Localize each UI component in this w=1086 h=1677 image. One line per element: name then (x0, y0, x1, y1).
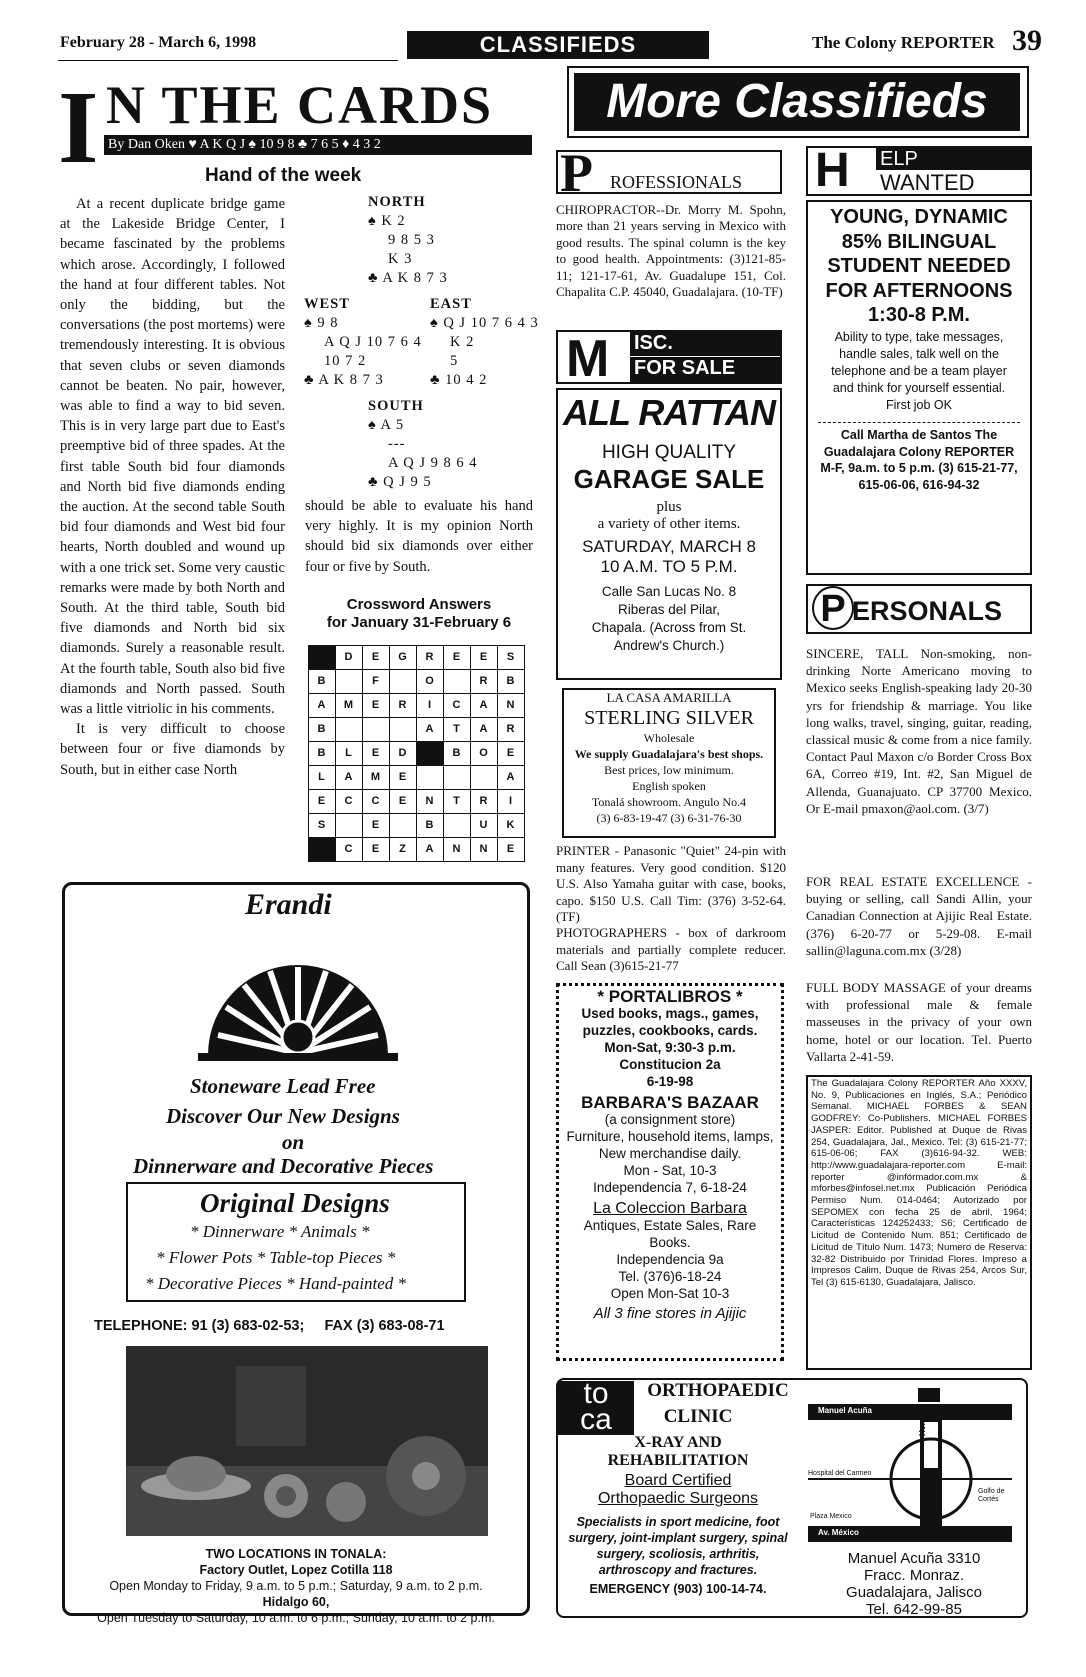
clinic-address-3: Guadalajara, Jalisco (846, 1584, 982, 1601)
coleccion-items: Antiques, Estate Sales, Rare Books. (583, 1218, 757, 1250)
silver-prices: Best prices, low minimum. (604, 763, 734, 777)
crossword-cell: C (335, 789, 363, 814)
crossword-cell: B (308, 717, 336, 742)
crossword-cell (389, 813, 417, 838)
silver-title: STERLING SILVER (584, 707, 754, 729)
crossword-cell: B (416, 813, 444, 838)
east-hand (430, 295, 539, 390)
silver-showroom: Tonalá showroom. Angulo No.4 (591, 795, 747, 809)
rattan-date: SATURDAY, MARCH 8 (582, 537, 756, 556)
crossword-cell: E (362, 813, 390, 838)
ajijic-stores-content (562, 988, 778, 1322)
coleccion-address: Independencia 9a (616, 1252, 724, 1267)
crossword-cell: M (335, 693, 363, 718)
crossword-cell (443, 765, 471, 790)
crossword-cell: N (416, 789, 444, 814)
north-hearts: 9 8 5 3 (388, 232, 435, 248)
west-spades: ♠ 9 8 (304, 315, 339, 331)
erandi-brand: Erandi (245, 888, 332, 921)
crossword-cell: T (443, 717, 471, 742)
silver-content (562, 690, 776, 826)
map-label-acuna: Manuel Acuña (818, 1406, 872, 1415)
locations-title: TWO LOCATIONS IN TONALA: (205, 1547, 387, 1561)
erandi-phone: TELEPHONE: 91 (3) 683-02-53; FAX (3) 683-08-71 (94, 1318, 445, 1334)
section-banner: CLASSIFIEDS (407, 31, 709, 59)
crossword-cell: A (497, 765, 525, 790)
original-designs-line-3: * Decorative Pieces * Hand-painted * (145, 1274, 407, 1293)
more-classifieds-banner: More Classifieds (574, 73, 1020, 131)
south-hand (368, 397, 478, 492)
silver-english: English spoken (632, 779, 706, 793)
ortho-xray: X-RAY AND (634, 1434, 722, 1451)
crossword-cell (335, 717, 363, 742)
crossword-cell: B (308, 741, 336, 766)
crossword-cell: A (335, 765, 363, 790)
help-headline: YOUNG, DYNAMIC 85% BILINGUAL STUDENT NEEDED FOR AFTERNOONS (825, 206, 1013, 302)
crossword-cell: A (416, 717, 444, 742)
help-title-1: ELP (876, 148, 1030, 170)
cards-paragraph: At a recent duplicate bridge game at the Lakeside Bridge Center, I became fascinated by the problems which arose. Accordingly, I followed the hand at four different tables. Not only the bidding, but the conversations (the post mortems) were tremendously interesting. It is obvious that seven clubs or seven diamonds cannot be beaten. No pair, however, was able to find a way to bid seven. This is in very large part due to East's preemptive bid of three spades. At the first table South bid four diamonds and North bid five diamonds ending the auction. At the second table South bid four diamonds and West bid four hearts, North doubled and wound up with a one trick set. Some very caustic remarks were made by both North and South. At the third table, South bid five diamonds and North bid six diamonds. Surely a reasonable result. At the fourth table, South also bid five diamonds and North passed. South was a little vitriolic in his comments. (60, 196, 285, 718)
crossword-cell: O (470, 741, 498, 766)
crossword-cell (335, 669, 363, 694)
help-title-2: WANTED (880, 170, 975, 195)
barbara-title: BARBARA'S BAZAAR (581, 1093, 759, 1112)
coleccion-phone: Tel. (376)6-18-24 (618, 1269, 722, 1284)
misc-title-2: FOR SALE (630, 357, 780, 382)
cards-paragraph: It is very difficult to choose between four or five diamonds by South, but in either case North (60, 721, 285, 778)
barbara-sub: (a consignment store) (604, 1112, 736, 1127)
west-hearts: A Q J 10 7 6 4 (324, 334, 422, 350)
personals-title: ERSONALS (852, 596, 1003, 626)
cards-column-2: should be able to evaluate his hand very highly. It is my opinion North should bid six diamonds over either four or five by South. (305, 498, 533, 575)
crossword-cell: B (497, 669, 525, 694)
east-clubs: ♣ 10 4 2 (430, 372, 488, 388)
rattan-quality: HIGH QUALITY (601, 442, 737, 463)
clinic-address (806, 1550, 1022, 1618)
clinic-address-2: Fracc. Monraz. (863, 1567, 965, 1584)
north-hand (368, 193, 448, 288)
east-hearts: K 2 (450, 334, 475, 350)
crossword-cell: B (443, 741, 471, 766)
east-label: EAST (430, 296, 472, 312)
crossword-cell (416, 765, 444, 790)
professionals-title: ROFESSIONALS (610, 172, 743, 192)
coleccion-hours: Open Mon-Sat 10-3 (610, 1286, 730, 1301)
barbara-new: New merchandise daily. (598, 1146, 742, 1161)
help-initial: H (815, 144, 850, 197)
crossword-cell: B (308, 669, 336, 694)
rattan-garage-sale: GARAGE SALE (573, 464, 765, 494)
personal-ad-1: SINCERE, TALL Non-smoking, non-drinking Norte Americano moving to Mexico seeks English-speaking lady 20-30 yrs for friendship & marriage. You like long walks, travel, singing, guitar, reading, classical music & come from a nice family. Contact Paul Maxon c/o Border Cross Box 6A, Correo #19, Int. #2, San Miguel de Allenda, Guanajuato. CP 37700 Mexico. Or E-mail pmaxon@aol.com. (3/7) (806, 646, 1032, 816)
coleccion-title: La Coleccion Barbara (593, 1200, 747, 1217)
crossword-cell: Z (389, 837, 417, 862)
crossword-cell: I (497, 789, 525, 814)
personal-ad-2: FOR REAL ESTATE EXCELLENCE - buying or selling, call Sandi Allin, your Canadian Connection at Ajijic Real Estate. (376) 6-20-77 or 5-29-08. E-mail sallin@laguna.com.mx (3/28) (806, 874, 1032, 958)
crossword-cell: E (389, 789, 417, 814)
crossword-cell: R (470, 789, 498, 814)
crossword-cell: N (470, 837, 498, 862)
crossword-cell: R (389, 693, 417, 718)
issue-date: February 28 - March 6, 1998 (60, 34, 257, 51)
south-diamonds: A Q J 9 8 6 4 (388, 455, 478, 471)
erandi-tagline-2: Discover Our New Designs (166, 1104, 400, 1128)
cards-column-1 (60, 194, 285, 780)
ortho-certified: Board Certified (624, 1472, 732, 1489)
crossword-cell: E (308, 789, 336, 814)
original-designs-line-2: * Flower Pots * Table-top Pieces * (156, 1248, 396, 1267)
crossword-cell: S (497, 645, 525, 670)
crossword-cell: A (308, 693, 336, 718)
east-diamonds: 5 (450, 353, 459, 369)
help-contact: Call Martha de Santos The Guadalajara Colony REPORTER M-F, 9a.m. to 5 p.m. (3) 615-21-77, 615-06-06, 616-94-32 (818, 422, 1020, 493)
erandi-locations (62, 1546, 530, 1626)
north-clubs: ♣ A K 8 7 3 (368, 270, 448, 286)
crossword-cell: O (416, 669, 444, 694)
ortho-emergency: EMERGENCY (903) 100-14-74. (589, 1582, 767, 1596)
south-clubs: ♣ Q J 9 5 (368, 474, 432, 490)
map-label-plaza: Plaza Mexico (810, 1513, 852, 1520)
crossword-cell: M (362, 765, 390, 790)
portalibros-hours: Mon-Sat, 9:30-3 p.m. (604, 1040, 736, 1055)
crossword-cell: N (497, 693, 525, 718)
crossword-cell: A (416, 837, 444, 862)
crossword-cell: D (335, 645, 363, 670)
map-label-homero: Homero (918, 1405, 927, 1436)
crossword-cell: C (362, 789, 390, 814)
west-diamonds: 10 7 2 (324, 353, 367, 369)
portalibros-address: Constitucion 2a (619, 1057, 721, 1072)
crossword-cell: S (308, 813, 336, 838)
crossword-cell: L (335, 741, 363, 766)
erandi-logo (188, 925, 408, 1065)
ortho-clinic: CLINIC (663, 1406, 733, 1427)
photographers-ad: PHOTOGRAPHERS - box of darkroom materials and partially complete reducer. Call Sean (3)615-21-77 (556, 925, 786, 973)
help-hours: 1:30-8 P.M. (868, 304, 970, 326)
crossword-cell: D (389, 741, 417, 766)
misc-title-1: ISC. (630, 332, 780, 356)
personals-initial: P (812, 586, 854, 630)
map-label-hospital: Hospital del Carmen (808, 1470, 872, 1477)
crossword-cell (335, 813, 363, 838)
crossword-cell: A (470, 693, 498, 718)
printer-ad: PRINTER - Panasonic "Quiet" 24-pin with many features. Very good condition. $120 U.S. Also Yamaha guitar with case, books, capo. $150 U.S. Call Tim: (376) 3-52-64. (TF) (556, 843, 786, 924)
crossword-cell (362, 717, 390, 742)
original-designs-line-1: * Dinnerware * Animals * (190, 1222, 370, 1241)
silver-phones: (3) 6-83-19-47 (3) 6-31-76-30 (596, 811, 742, 825)
erandi-tagline-3: on (282, 1130, 305, 1154)
ortho-logo-top: to (583, 1377, 609, 1410)
pottery-photo (126, 1346, 488, 1536)
silver-wholesale: Wholesale (643, 731, 695, 745)
crossword-title: Crossword Answers for January 31-February 6 (326, 596, 512, 631)
location-1-hours: Open Monday to Friday, 9 a.m. to 5 p.m.; Saturday, 9 a.m. to 2 p.m. (109, 1579, 483, 1593)
crossword-cell (308, 837, 336, 862)
crossword-cell: G (389, 645, 417, 670)
original-designs-title: Original Designs (200, 1188, 390, 1218)
portalibros-phone: 6-19-98 (646, 1074, 694, 1089)
crossword-cell (389, 717, 417, 742)
south-label: SOUTH (368, 398, 424, 414)
rattan-plus: plus (656, 499, 682, 515)
west-label: WEST (304, 296, 350, 312)
help-body: Ability to type, take messages, handle sales, talk well on the telephone and be a team player and think for yourself essential. First job OK (831, 330, 1007, 412)
barbara-hours: Mon - Sat, 10-3 (623, 1163, 717, 1178)
crossword-cell: E (362, 645, 390, 670)
crossword-cell: E (389, 765, 417, 790)
rattan-time: 10 A.M. TO 5 P.M. (600, 557, 738, 576)
misc-initial: M (566, 330, 610, 388)
ajijic-stores-footer: All 3 fine stores in Ajijic (593, 1305, 747, 1322)
north-label: NORTH (368, 194, 426, 210)
page-number: 39 (1012, 24, 1042, 57)
barbara-address: Independencia 7, 6-18-24 (593, 1180, 747, 1195)
crossword-grid (308, 645, 524, 861)
location-2-hours: Open Tuesday to Saturday, 10 a.m. to 6 p.m.; Sunday, 10 a.m. to 2 p.m. (97, 1611, 495, 1625)
crossword-cell: L (308, 765, 336, 790)
north-spades: ♠ K 2 (368, 213, 406, 229)
location-1: Factory Outlet, Lopez Cotilla 118 (199, 1563, 393, 1577)
map-label-golfo: Golfo de Cortés (978, 1488, 1005, 1503)
crossword-cell (308, 645, 336, 670)
crossword-cell: C (335, 837, 363, 862)
portalibros-items: Used books, mags., games, puzzles, cookbooks, cards. (581, 1006, 759, 1038)
map-clinic-marker (918, 1388, 940, 1402)
crossword-cell: U (470, 813, 498, 838)
crossword-cell: R (470, 669, 498, 694)
rattan-content (556, 392, 782, 655)
crossword-cell: I (416, 693, 444, 718)
clinic-address-1: Manuel Acuña 3310 (847, 1550, 981, 1567)
rattan-address: Calle San Lucas No. 8 Riberas del Pilar, Chapala. (Across from St. Andrew's Church.) (591, 584, 747, 653)
rattan-variety: a variety of other items. (597, 516, 741, 532)
north-diamonds: K 3 (388, 251, 413, 267)
barbara-items: Furniture, household items, lamps, (566, 1129, 774, 1144)
clinic-address-4: Tel. 642-99-85 (866, 1601, 962, 1618)
erandi-tagline-4: Dinnerware and Decorative Pieces (133, 1154, 434, 1178)
ortho-logo-bottom: ca (580, 1403, 612, 1436)
west-clubs: ♣ A K 8 7 3 (304, 372, 384, 388)
crossword-cell (443, 669, 471, 694)
crossword-cell: N (443, 837, 471, 862)
crossword-cell (389, 669, 417, 694)
crossword-cell: E (497, 837, 525, 862)
crossword-cell: E (362, 741, 390, 766)
crossword-cell: E (362, 837, 390, 862)
crossword-cell: E (470, 645, 498, 670)
west-hand (304, 295, 422, 390)
east-spades: ♠ Q J 10 7 6 4 3 (430, 315, 539, 331)
crossword-cell: K (497, 813, 525, 838)
crossword-cell: R (497, 717, 525, 742)
ortho-rehab: REHABILITATION (607, 1452, 749, 1469)
ortho-specialties: Specialists in sport medicine, foot surgery, joint-implant surgery, spinal surgery, scoliosis, arthritis, arthroscopy and fractures. (568, 1515, 788, 1577)
paper-name: The Colony REPORTER (812, 33, 995, 52)
erandi-tagline-1: Stoneware Lead Free (190, 1074, 376, 1098)
crossword-cell (470, 765, 498, 790)
ortho-text (558, 1377, 798, 1596)
cards-byline: By Dan Oken ♥ A K Q J ♠ 10 9 8 ♣ 7 6 5 ♦ 4 3 2 (104, 135, 532, 155)
cards-initial: I (58, 70, 99, 185)
crossword-cell: F (362, 669, 390, 694)
crossword-cell: E (362, 693, 390, 718)
help-wanted-ad (806, 200, 1032, 575)
masthead-text: The Guadalajara Colony REPORTER Año XXXV, No. 9, Publicaciones en Inglés, S.A.; Periódico Semanal. MICHAEL FORBES & SEAN GODFREY: Co-Publishers. MICHAEL FORBES JASPER: Editor. Published at Duque de Rivas 254, Guadalajara, Jal., Mexico. Tel: (3) 615-21-77; 615-06-06; FAX (3)616-94-32. WEB: http://www.guadalajara-reporter.com E-mail: reporter @infórmador.com.mx & mforbes@infosel.net.mx Publicación Periódica Permiso Num. 014-0464; Autorizado por SEPOMEX con fecha 25 de abril, 1964; Características 124252433; S6; Certificado de Licitud de Contenido Num. 851; Certificado de Licitud de Título Num. 1473; Numero de Reserva: 32-82 Distribuido por Trinidad Flores. Impreso a Impresos Calim, Duque de Rivas 254, Arcos Sur, Tel (3) 615-6130, Guadalajara, Jalisco. (811, 1078, 1027, 1288)
portalibros-title: * PORTALIBROS * (597, 987, 743, 1006)
crossword-cell (416, 741, 444, 766)
location-2: Hidalgo 60, (262, 1595, 330, 1609)
professionals-text: CHIROPRACTOR--Dr. Morry M. Spohn, more than 21 years serving in Mexico with good results. The spinal column is the key to good health. Appointments: (3)121-85-11; 121-17-61, Av. Guadalupe 151, Col. Chapalita C.P. 45040, Guadalajara. (10-TF) (556, 202, 786, 300)
personal-ad-3: FULL BODY MASSAGE of your dreams with professional male & female masseuses in the privacy of your own home, hotel or our location. Tel. Puerto Vallarta 2-41-59. (806, 980, 1032, 1064)
crossword-cell: R (416, 645, 444, 670)
south-spades: ♠ A 5 (368, 417, 405, 433)
ortho-surgeons: Orthopaedic Surgeons (597, 1490, 759, 1507)
crossword-cell: C (443, 693, 471, 718)
crossword-cell: A (470, 717, 498, 742)
ortho-title: ORTHOPAEDIC (647, 1380, 789, 1401)
map-label-av-mexico: Av. México (818, 1528, 859, 1537)
crossword-cell: T (443, 789, 471, 814)
crossword-cell (443, 813, 471, 838)
professionals-initial: P (560, 143, 593, 203)
crossword-cell: E (497, 741, 525, 766)
silver-shops: We supply Guadalajara's best shops. (574, 747, 764, 761)
cards-title: N THE CARDS (106, 75, 494, 135)
south-hearts: --- (388, 436, 406, 452)
rattan-title: ALL RATTAN (563, 392, 775, 433)
crossword-cell: E (443, 645, 471, 670)
silver-store: LA CASA AMARILLA (606, 690, 732, 705)
hand-title: Hand of the week (205, 165, 362, 186)
header-rule (58, 60, 398, 61)
